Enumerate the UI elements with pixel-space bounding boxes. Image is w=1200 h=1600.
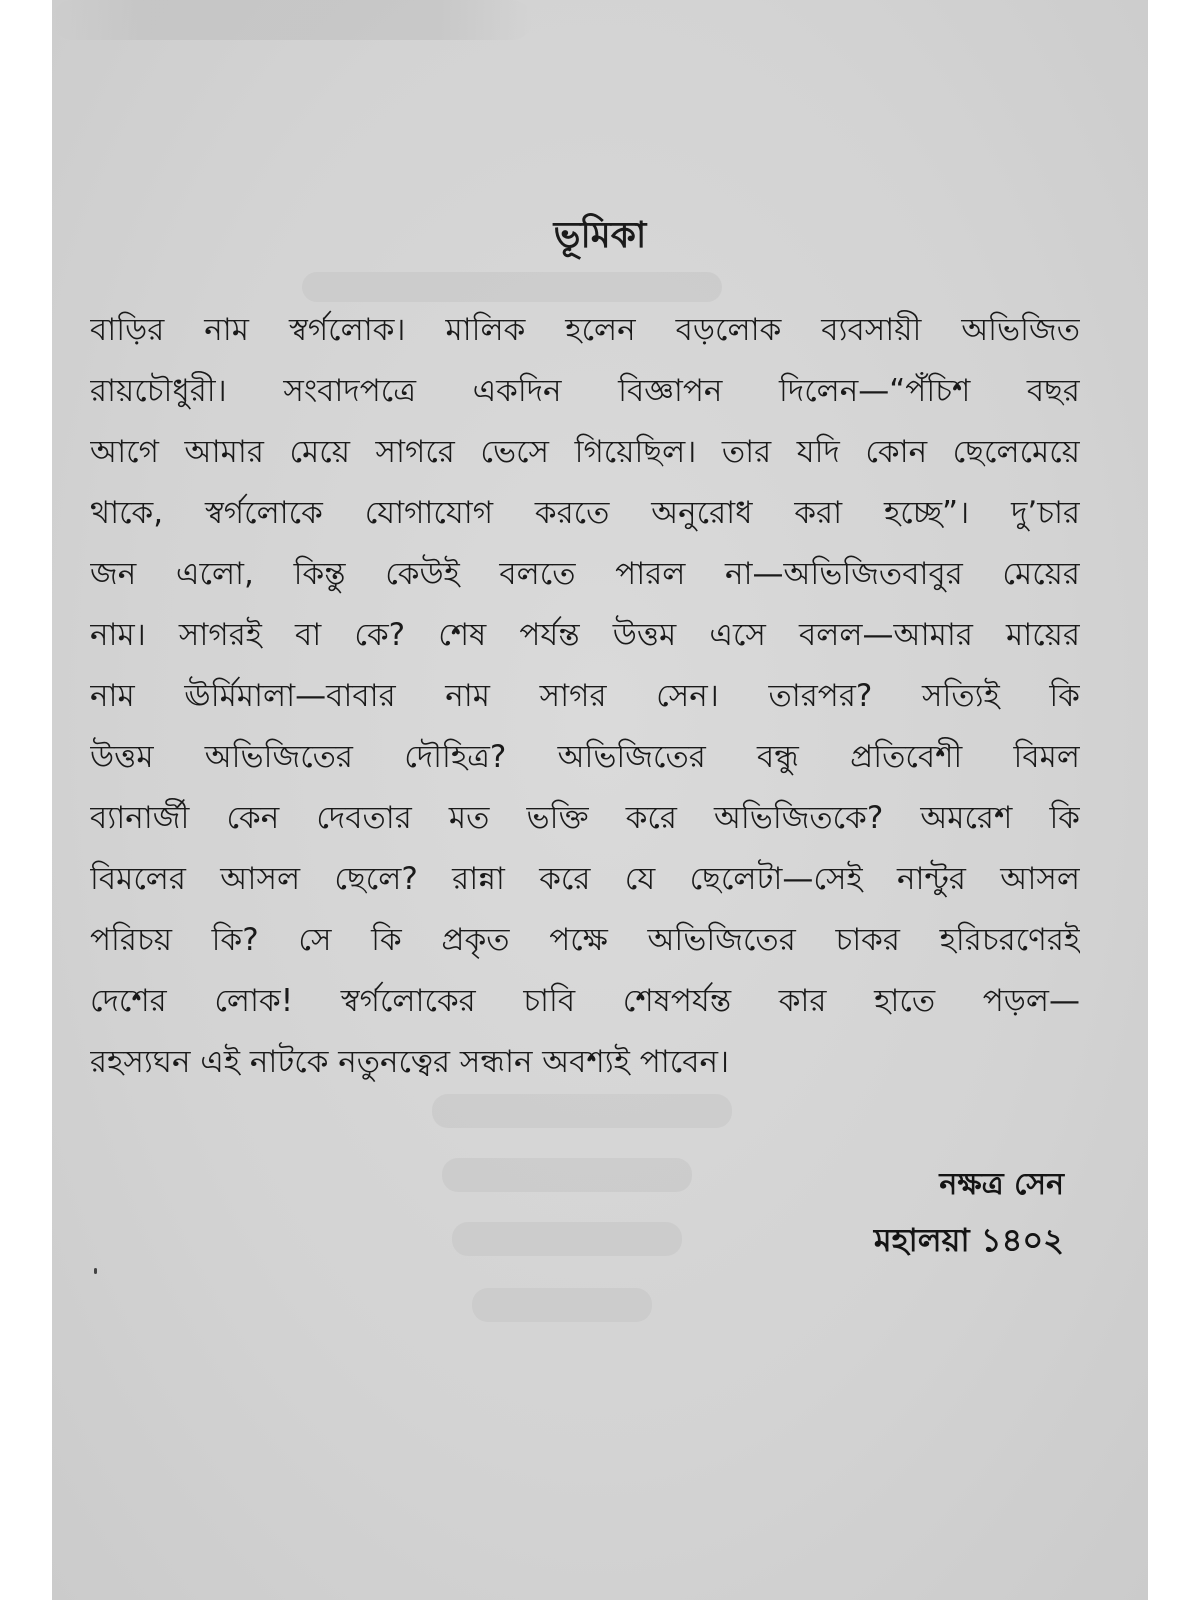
- bleed-through-text-3: [442, 1158, 692, 1192]
- bleed-through-text-top: [52, 0, 532, 40]
- paragraph-line: জন এলো, কিন্তু কেউই বলতে পারল না—অভিজিতবাবুর মেয়ের: [90, 556, 1080, 592]
- paragraph-line: থাকে, স্বর্গলোকে যোগাযোগ করতে অনুরোধ করা হচ্ছে”। দু’চার: [90, 495, 1080, 531]
- paragraph-line: আগে আমার মেয়ে সাগরে ভেসে গিয়েছিল। তার যদি কোন ছেলেমেয়ে: [90, 434, 1080, 470]
- signature-block: [874, 1160, 1064, 1270]
- paragraph-line: দেশের লোক! স্বর্গলোকের চাবি শেষপর্যন্ত কার হাতে পড়ল—: [90, 983, 1080, 1019]
- paragraph-line: উত্তম অভিজিতের দৌহিত্র? অভিজিতের বন্ধু প্রতিবেশী বিমল: [90, 739, 1080, 775]
- bleed-through-text-1: [302, 272, 722, 302]
- paragraph-line: পরিচয় কি? সে কি প্রকৃত পক্ষে অভিজিতের চাকর হরিচরণেরই: [90, 922, 1080, 958]
- bleed-through-text-5: [472, 1288, 652, 1322]
- author-name: নক্ষত্র সেন: [939, 1167, 1064, 1202]
- paragraph-line: রায়চৌধুরী। সংবাদপত্রে একদিন বিজ্ঞাপন দিলেন—“পঁচিশ বছর: [90, 373, 1080, 409]
- paragraph-line: বিমলের আসল ছেলে? রান্না করে যে ছেলেটা—সেই নান্টুর আসল: [90, 861, 1080, 897]
- preface-paragraph: [90, 300, 1080, 1093]
- page-title: ভূমিকা: [553, 215, 647, 256]
- bleed-through-text-4: [452, 1222, 682, 1256]
- paragraph-line: ব্যানার্জী কেন দেবতার মত ভক্তি করে অভিজিতকে? অমরেশ কি: [90, 800, 1080, 836]
- paragraph-line: রহস্যঘন এই নাটকে নতুনত্বের সন্ধান অবশ্যই পাবেন।: [90, 1044, 730, 1080]
- bleed-through-text-2: [432, 1094, 732, 1128]
- book-page: [52, 0, 1148, 1600]
- ink-speck: [94, 1268, 97, 1274]
- paragraph-line: নাম ঊর্মিমালা—বাবার নাম সাগর সেন। তারপর? সত্যিই কি: [90, 678, 1080, 714]
- paragraph-line: বাড়ির নাম স্বর্গলোক। মালিক হলেন বড়লোক ব্যবসায়ী অভিজিত: [90, 312, 1080, 348]
- paragraph-line: নাম। সাগরই বা কে? শেষ পর্যন্ত উত্তম এসে বলল—আমার মায়ের: [90, 617, 1080, 653]
- signature-date: মহালয়া ১৪০২: [873, 1221, 1064, 1259]
